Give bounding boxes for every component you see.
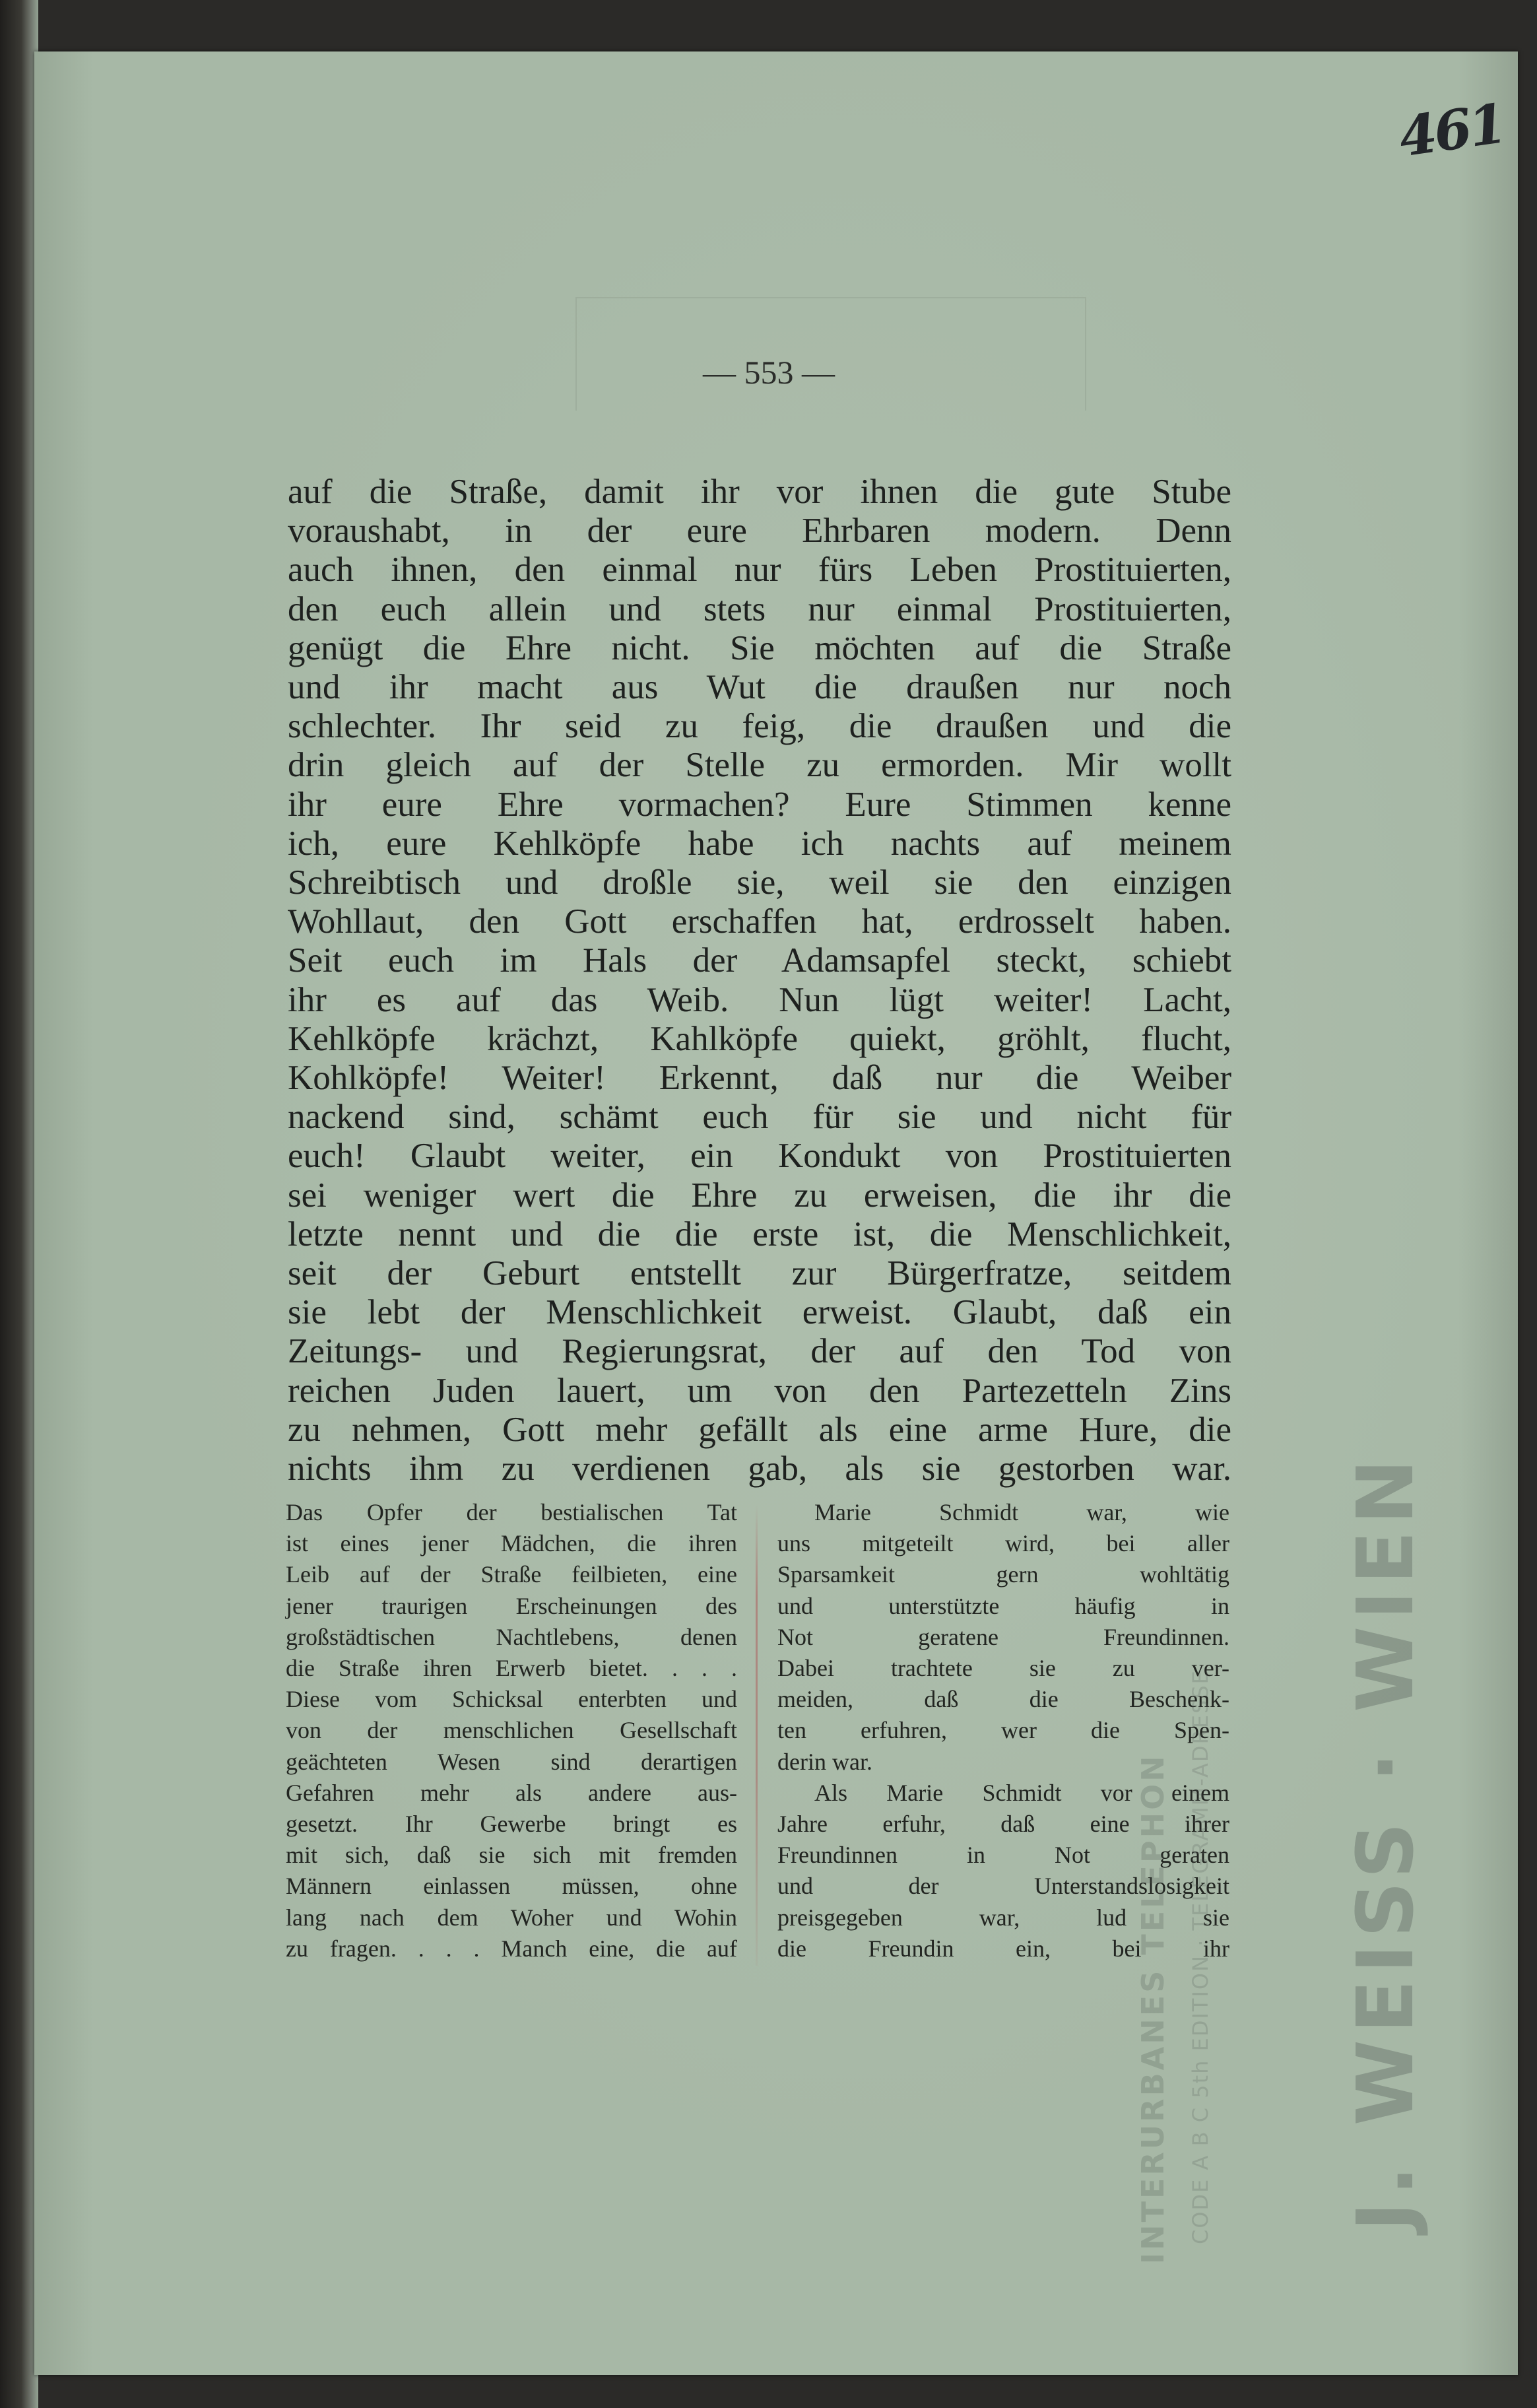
column-line: gesetzt. Ihr Gewerbe bringt es <box>286 1811 737 1838</box>
column-line: mit sich, daß sie sich mit fremden <box>286 1842 737 1869</box>
text-line: sie lebt der Menschlichkeit erweist. Glaubt, daß ein <box>288 1293 1231 1332</box>
text-line: Seit euch im Hals der Adamsapfel steckt, schiebt <box>288 941 1231 980</box>
column-line: Dabei trachtete sie zu ver- <box>777 1655 1229 1682</box>
column-line: von der menschlichen Gesellschaft <box>286 1717 737 1744</box>
newspaper-clipping-columns <box>286 1497 1236 1972</box>
column-line: uns mitgeteilt wird, bei aller <box>777 1530 1229 1557</box>
column-line: die Straße ihren Erwerb bietet. . . . <box>286 1655 737 1682</box>
folio-mark: 461 <box>1395 92 1509 170</box>
page-number: — 553 — <box>703 354 835 391</box>
column-line: derin war. <box>777 1748 872 1775</box>
column-line: Männern einlassen müssen, ohne <box>286 1873 737 1900</box>
text-line: seit der Geburt entstellt zur Bürgerfratze, seitdem <box>288 1254 1231 1293</box>
text-line: Kehlköpfe krächzt, Kahlköpfe quiekt, gröhlt, flucht, <box>288 1019 1231 1058</box>
text-line: Wohllaut, den Gott erschaffen hat, erdrosselt haben. <box>288 902 1231 941</box>
column-line: und unterstützte häufig in <box>777 1592 1229 1619</box>
text-line: sei weniger wert die Ehre zu erweisen, die ihr die <box>288 1176 1231 1215</box>
text-line: Kohlköpfe! Weiter! Erkennt, daß nur die Weiber <box>288 1059 1231 1098</box>
text-line: auch ihnen, den einmal nur fürs Leben Prostituierten, <box>288 551 1231 589</box>
column-line: großstädtischen Nachtlebens, denen <box>286 1623 737 1650</box>
main-text-block <box>288 473 1231 1488</box>
text-line: Schreibtisch und droßle sie, weil sie den einzigen <box>288 863 1231 902</box>
column-line: Not geratene Freundinnen. <box>777 1623 1229 1650</box>
text-line: euch! Glaubt weiter, ein Kondukt von Prostituierten <box>288 1137 1231 1176</box>
text-line: voraushabt, in der eure Ehrbaren modern. Denn <box>288 512 1231 551</box>
column-divider <box>756 1504 758 1966</box>
text-line: zu nehmen, Gott mehr gefällt als eine arme Hure, die <box>288 1410 1231 1449</box>
column-line: Das Opfer der bestialischen Tat <box>286 1499 737 1525</box>
column-line: und der Unterstandslosigkeit <box>777 1873 1229 1900</box>
text-line: ihr es auf das Weib. Nun lügt weiter! Lacht, <box>288 980 1231 1019</box>
column-line: Marie Schmidt war, wie <box>814 1499 1229 1525</box>
column-line: preisgegeben war, lud sie <box>777 1904 1229 1931</box>
book-spine <box>0 0 38 2408</box>
text-line: ihr eure Ehre vormachen? Eure Stimmen kenne <box>288 785 1231 824</box>
column-line: Jahre erfuhr, daß eine ihrer <box>777 1811 1229 1838</box>
show-through-stamp-medium: INTERURBANES TELEPHON <box>1135 1753 1171 2264</box>
text-line: nackend sind, schämt euch für sie und nicht für <box>288 1098 1231 1137</box>
column-line: die Freundin ein, bei ihr <box>777 1935 1229 1962</box>
text-line: reichen Juden lauert, um von den Partezetteln Zins <box>288 1371 1231 1410</box>
column-line: jener traurigen Erscheinungen des <box>286 1592 737 1619</box>
text-line: Zeitungs- und Regierungsrat, der auf den Tod von <box>288 1332 1231 1371</box>
column-line: Als Marie Schmidt vor einem <box>814 1779 1229 1806</box>
column-line: geächteten Wesen sind derartigen <box>286 1748 737 1775</box>
column-line: lang nach dem Woher und Wohin <box>286 1904 737 1931</box>
left-column <box>286 1497 737 1964</box>
text-line: nichts ihm zu verdienen gab, als sie gestorben war. <box>288 1450 1231 1488</box>
column-line: Diese vom Schicksal enterbten und <box>286 1686 737 1713</box>
text-line: letzte nennt und die die erste ist, die Menschlichkeit, <box>288 1215 1231 1254</box>
column-line: zu fragen. . . . Manch eine, die auf <box>286 1935 737 1962</box>
text-line: auf die Straße, damit ihr vor ihnen die gute Stube <box>288 473 1231 511</box>
text-line: den euch allein und stets nur einmal Prostituierten, <box>288 589 1231 628</box>
column-line: Sparsamkeit gern wohltätig <box>777 1561 1229 1588</box>
column-line: meiden, daß die Beschenk- <box>777 1686 1229 1713</box>
column-line: ist eines jener Mädchen, die ihren <box>286 1530 737 1557</box>
column-line: Gefahren mehr als andere aus- <box>286 1779 737 1806</box>
column-line: ten erfuhren, wer die Spen- <box>777 1717 1229 1744</box>
text-line: und ihr macht aus Wut die draußen nur noch <box>288 668 1231 707</box>
column-line: Leib auf der Straße feilbieten, eine <box>286 1561 737 1588</box>
column-line: Freundinnen in Not geraten <box>777 1842 1229 1869</box>
show-through-stamp-small: CODE A B C 5th EDITION · TELEGRAMM-ADRESSE <box>1188 1669 1213 2244</box>
text-line: drin gleich auf der Stelle zu ermorden. Mir wollt <box>288 746 1231 785</box>
text-line: ich, eure Kehlköpfe habe ich nachts auf meinem <box>288 824 1231 863</box>
text-line: schlechter. Ihr seid zu feig, die draußen und die <box>288 707 1231 746</box>
show-through-stamp-large: J. WEISS · WIEN <box>1340 1452 1431 2231</box>
text-line: genügt die Ehre nicht. Sie möchten auf die Straße <box>288 628 1231 667</box>
